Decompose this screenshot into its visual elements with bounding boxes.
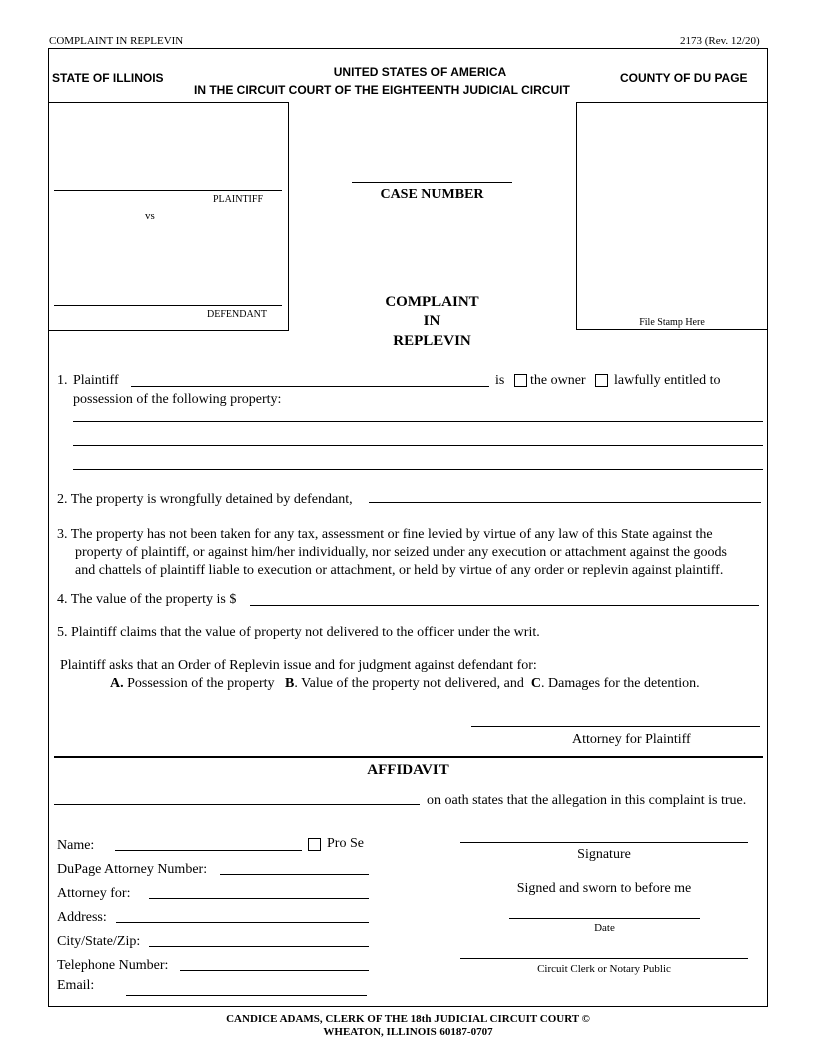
city-label: City/State/Zip: (57, 934, 141, 949)
case-number-label: CASE NUMBER (380, 187, 484, 202)
attorney-signature-line[interactable] (471, 726, 760, 727)
footer-address: WHEATON, ILLINOIS 60187-0707 (323, 1026, 493, 1038)
owner-label: the owner (530, 373, 586, 388)
relief-list (110, 676, 700, 692)
attorney-for-plaintiff-label: Attorney for Plaintiff (572, 732, 691, 747)
relief-b-letter: B (285, 676, 295, 691)
address-line[interactable] (116, 922, 369, 923)
attorney-for-label: Attorney for: (57, 886, 131, 901)
affidavit-title: AFFIDAVIT (367, 762, 449, 778)
form-number: 2173 (Rev. 12/20) (680, 35, 760, 47)
affiant-signature-line[interactable] (460, 842, 748, 843)
plaintiff-label: PLAINTIFF (213, 194, 264, 205)
attorney-for-line[interactable] (149, 898, 369, 899)
doc-title-3: REPLEVIN (393, 333, 471, 349)
doc-title-1: COMPLAINT (385, 294, 479, 310)
item1-is: is (495, 373, 505, 388)
email-line[interactable] (126, 995, 367, 996)
caption-top-rule (48, 102, 289, 103)
county-label: COUNTY OF DU PAGE (620, 71, 748, 85)
relief-a-text: Possession of the property (127, 676, 275, 691)
plaintiff-line[interactable] (54, 190, 282, 191)
entitled-checkbox[interactable] (595, 374, 608, 387)
property-line-2[interactable] (73, 445, 763, 446)
entitled-label: lawfully entitled to (614, 373, 721, 388)
pro-se-label: Pro Se (327, 836, 364, 851)
dupage-number-line[interactable] (220, 874, 369, 875)
defendant-label: DEFENDANT (207, 309, 267, 320)
file-stamp-label: File Stamp Here (639, 317, 705, 328)
item1-plaintiff-label: Plaintiff (73, 373, 119, 388)
item4-text: 4. The value of the property is $ (57, 592, 237, 607)
court-label: IN THE CIRCUIT COURT OF THE EIGHTEENTH JUDICIAL CIRCUIT (194, 83, 570, 97)
defendant-line[interactable] (54, 305, 282, 306)
sworn-label: Signed and sworn to before me (516, 881, 692, 896)
affidavit-divider (54, 756, 763, 758)
item3-line3: and chattels of plaintiff liable to execution or attachment, or held by virtue of any order or replevin against plaintiff. (75, 563, 724, 578)
file-stamp-box (576, 102, 768, 330)
relief-intro: Plaintiff asks that an Order of Replevin issue and for judgment against defendant for: (60, 658, 537, 673)
item2-line[interactable] (369, 502, 761, 503)
name-line[interactable] (115, 850, 302, 851)
date-label: Date (594, 922, 615, 934)
footer-clerk: CANDICE ADAMS, CLERK OF THE 18th JUDICIAL CIRCUIT COURT © (226, 1013, 590, 1025)
caption-bottom-rule (48, 330, 289, 331)
dupage-number-label: DuPage Attorney Number: (57, 862, 208, 877)
pro-se-checkbox[interactable] (308, 838, 321, 851)
item1-number: 1. (57, 373, 68, 388)
case-number-line[interactable] (352, 182, 512, 183)
item1-possession: possession of the following property: (73, 392, 282, 407)
item3-line2: property of plaintiff, or against him/her individually, nor seized under any execution or attachment against the goods (75, 545, 727, 560)
caption-right-rule (288, 102, 289, 330)
item4-line[interactable] (250, 605, 759, 606)
affiant-line[interactable] (54, 804, 420, 805)
item1-plaintiff-line[interactable] (131, 386, 489, 387)
vs-label: vs (145, 210, 155, 222)
address-label: Address: (57, 910, 107, 925)
property-line-1[interactable] (73, 421, 763, 422)
city-line[interactable] (149, 946, 369, 947)
signature-label: Signature (577, 847, 631, 862)
country-label: UNITED STATES OF AMERICA (333, 65, 507, 79)
state-label: STATE OF ILLINOIS (52, 71, 164, 85)
telephone-line[interactable] (180, 970, 369, 971)
date-line[interactable] (509, 918, 700, 919)
doc-title-2: IN (423, 313, 441, 329)
telephone-label: Telephone Number: (57, 958, 169, 973)
form-title: COMPLAINT IN REPLEVIN (49, 35, 184, 47)
item2-text: 2. The property is wrongfully detained by defendant, (57, 492, 353, 507)
relief-b-text: . Value of the property not delivered, and (294, 676, 524, 691)
oath-text: on oath states that the allegation in this complaint is true. (427, 793, 747, 808)
item3-line1: 3. The property has not been taken for any tax, assessment or fine levied by virtue of any law of this State against the (57, 527, 713, 542)
item5-text: 5. Plaintiff claims that the value of property not delivered to the officer under the writ. (57, 625, 540, 640)
relief-c-letter: C (530, 676, 541, 691)
clerk-label: Circuit Clerk or Notary Public (537, 963, 671, 975)
owner-checkbox[interactable] (514, 374, 527, 387)
relief-c-text: . Damages for the detention. (541, 676, 700, 691)
email-label: Email: (57, 978, 95, 993)
property-line-3[interactable] (73, 469, 763, 470)
clerk-signature-line[interactable] (460, 958, 748, 959)
name-label: Name: (57, 838, 95, 853)
relief-a-letter: A. (110, 676, 124, 691)
